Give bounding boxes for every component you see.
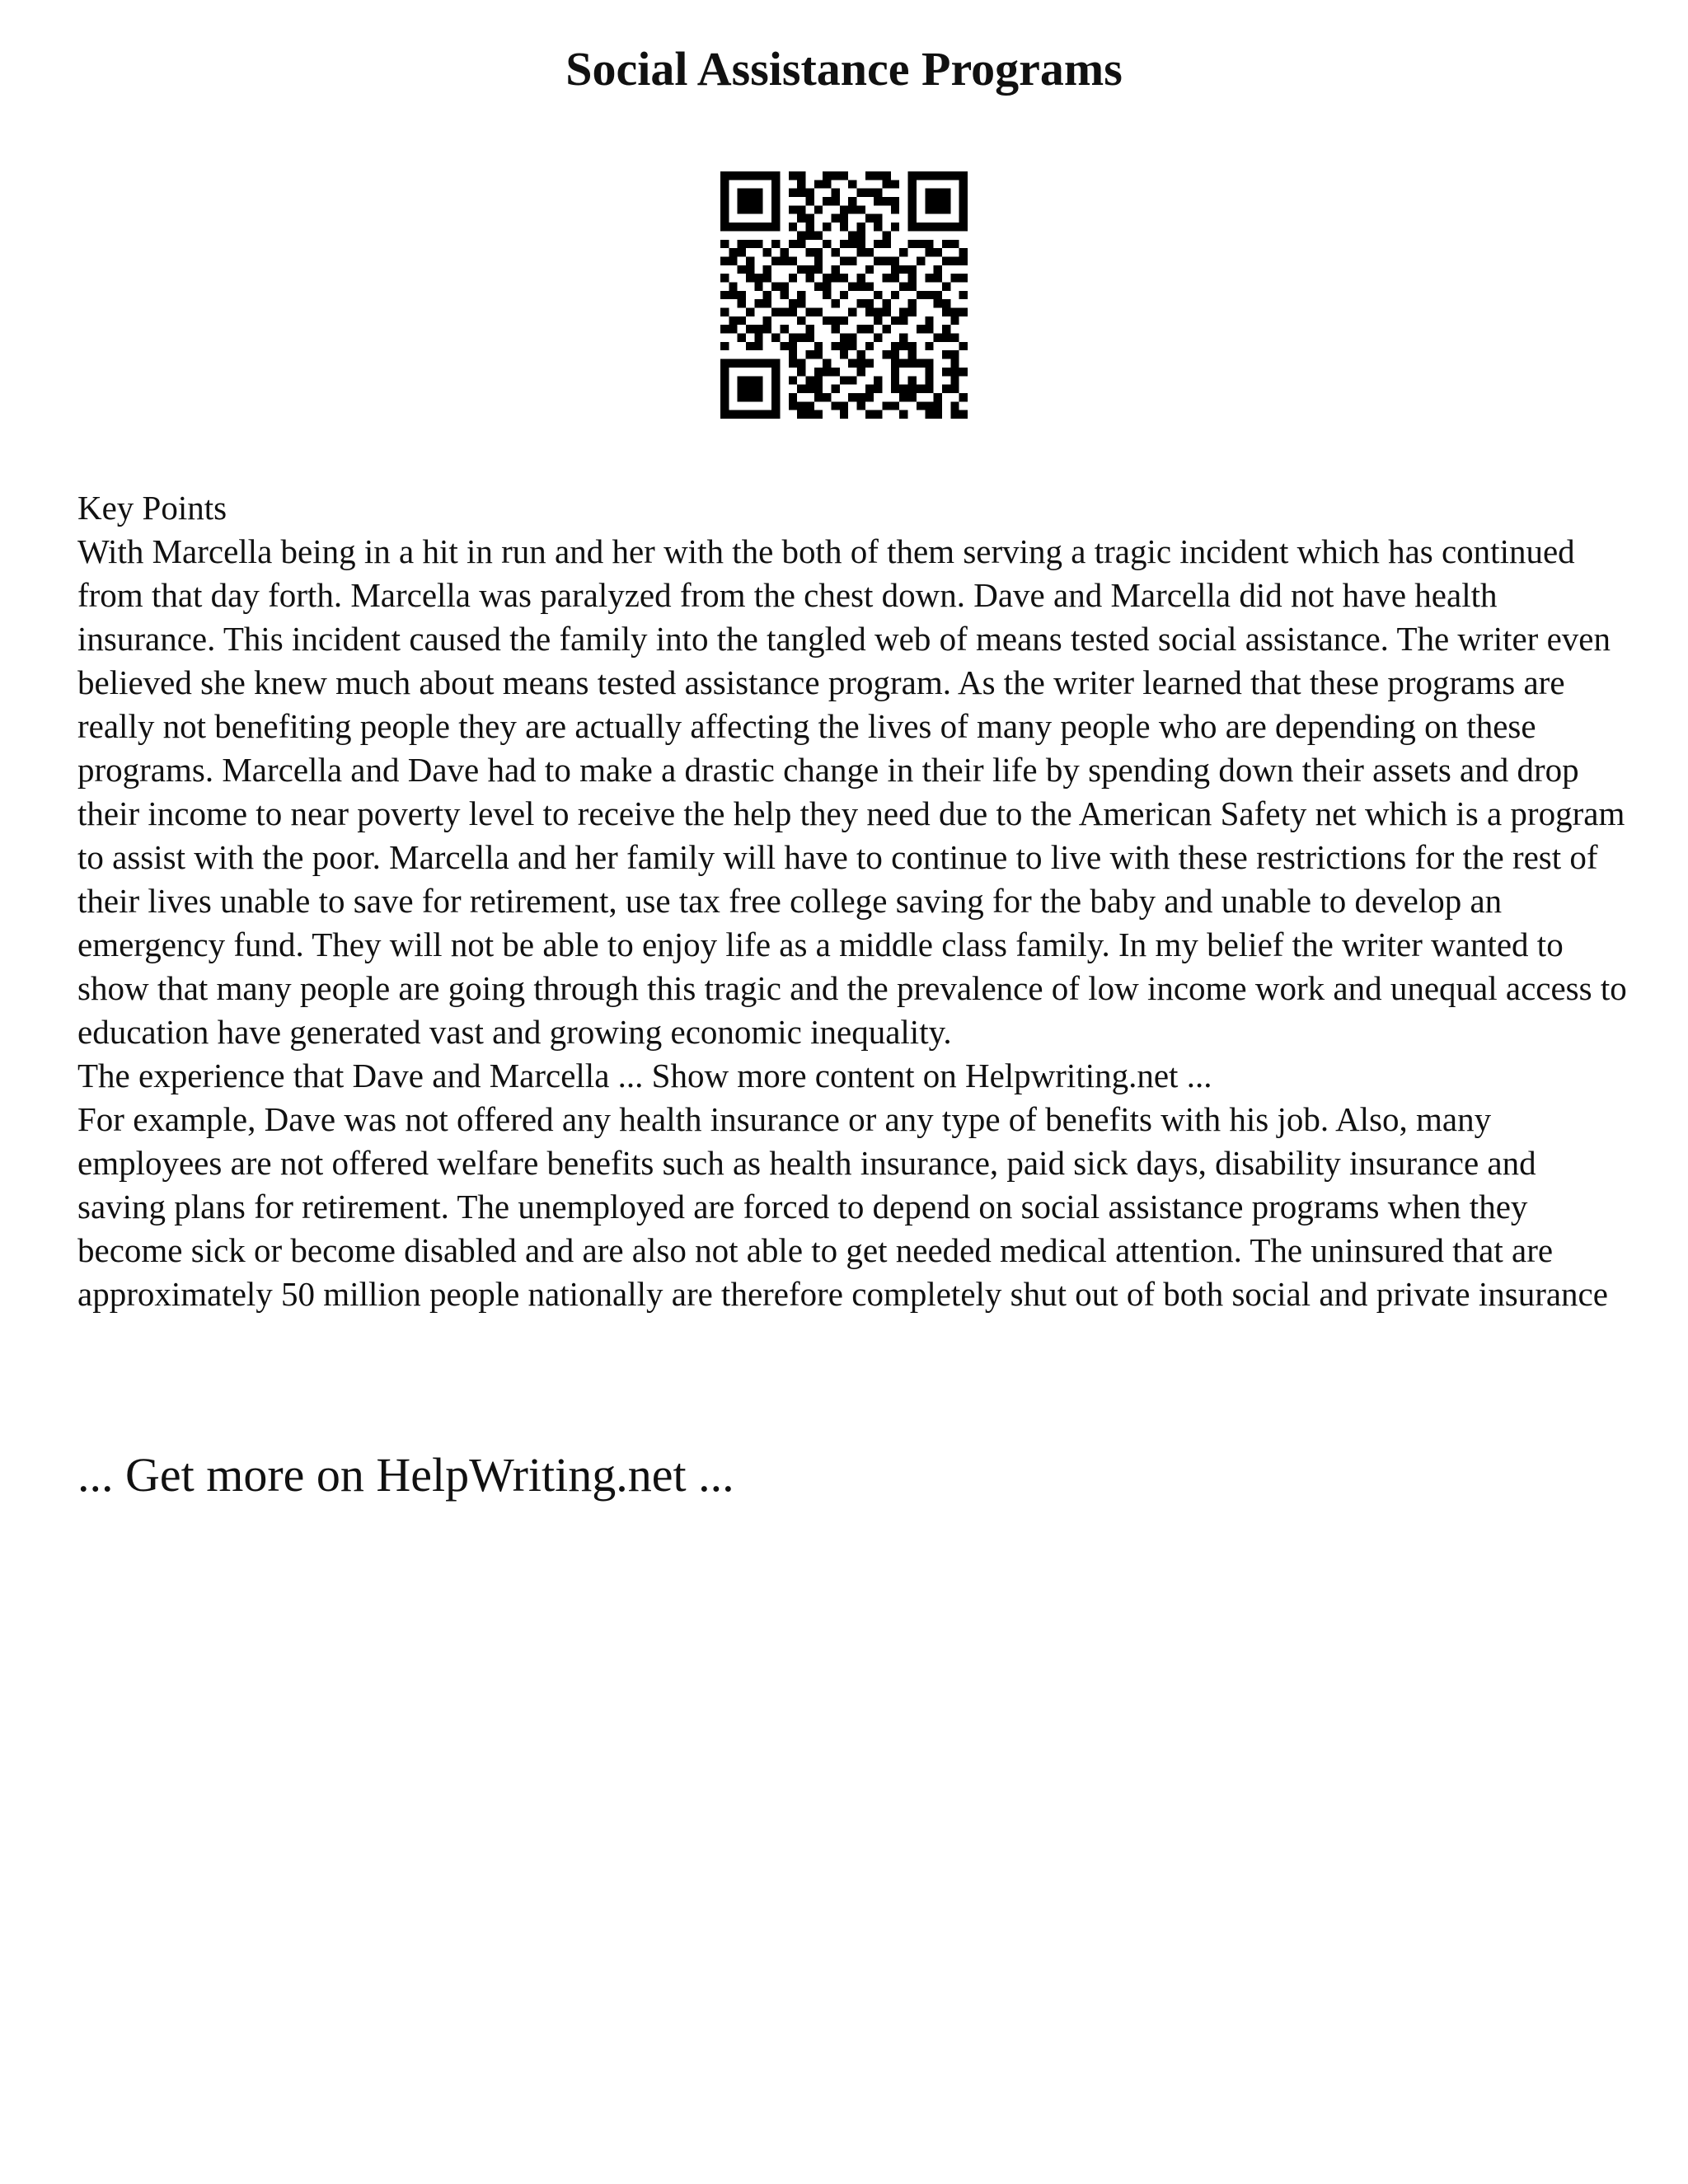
qr-code-icon	[720, 171, 968, 419]
body-paragraph-summary: With Marcella being in a hit in run and her with the both of them serving a tragic incident which has continued from that day forth. Marcella was paralyzed from the chest down. Dave and Marcella did not have health insurance. This incident caused the family into the tangled web of means tested social assistance. The writer even believed she knew much about means tested assistance program. As the writer learned that these programs are really not benefiting people they are actually affecting the lives of many people who are depending on these programs. Marcella and Dave had to make a drastic change in their life by spending down their assets and drop their income to near poverty level to receive the help they need due to the American Safety net which is a program to assist with the poor. Marcella and her family will have to continue to live with these restrictions for the rest of their lives unable to save for retirement, use tax free college saving for the baby and unable to develop an emergency fund. They will not be able to enjoy life as a middle class family. In my belief the writer wanted to show that many people are going through this tragic and the prevalence of low income work and unequal access to education have generated vast and growing economic inequality.	[77, 532, 1627, 1051]
section-heading-key-points: Key Points	[77, 489, 227, 527]
page-title: Social Assistance Programs	[565, 42, 1123, 96]
get-more-link[interactable]: ... Get more on HelpWriting.net ...	[77, 1448, 734, 1502]
body-paragraph-example: For example, Dave was not offered any health insurance or any type of benefits with his job. Also, many employees are not offered welfare benefits such as health insurance, paid sick days, disability insurance and saving plans for retirement. The unemployed are forced to depend on social assistance programs when they become sick or become disabled and are also not able to get needed medical attention. The uninsured that are approximately 50 million people nationally are therefore completely shut out of both social and private insurance	[77, 1100, 1608, 1313]
document-body	[77, 486, 1627, 1316]
show-more-line: The experience that Dave and Marcella ... Show more content on Helpwriting.net ...	[77, 1057, 1212, 1094]
